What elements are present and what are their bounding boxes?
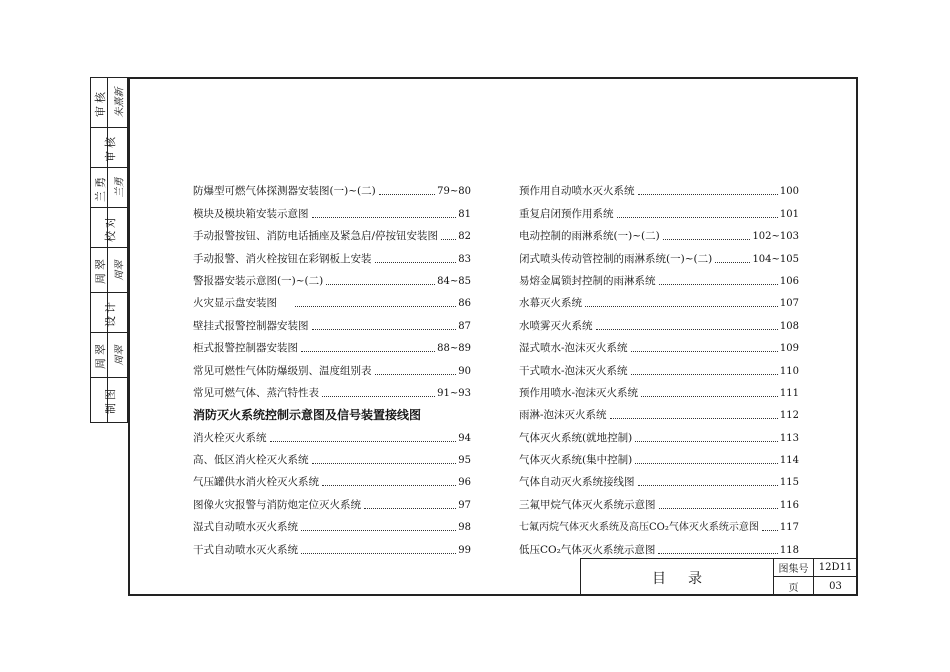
toc-leader <box>322 396 435 397</box>
toc-page: 97 <box>458 499 471 511</box>
toc-page: 115 <box>779 477 799 489</box>
toc-entry <box>519 221 799 243</box>
toc-title: 电动控制的雨淋系统(一)~(二) <box>519 230 660 243</box>
toc-entry <box>519 176 799 198</box>
toc-leader <box>617 217 778 218</box>
toc-entry <box>519 243 799 265</box>
toc-leader <box>659 508 778 509</box>
toc-title: 易熔金属锁封控制的雨淋系统 <box>519 274 656 287</box>
toc-entry <box>193 489 471 511</box>
toc-page: 114 <box>779 455 799 467</box>
toc-leader <box>364 508 456 509</box>
toc-title: 气体灭火系统(就地控制) <box>519 431 633 444</box>
toc-title: 七氟丙烷气体灭火系统及高压CO₂气体灭火系统示意图 <box>519 522 759 534</box>
toc-title: 三氟甲烷气体灭火系统示意图 <box>519 498 656 511</box>
toc-page: 100 <box>779 186 799 198</box>
toc-page: 107 <box>779 298 799 310</box>
toc-leader <box>631 351 778 352</box>
toc-leader <box>312 217 457 218</box>
toc-page: 116 <box>779 499 799 511</box>
sidebar-cell-reviewer-sign <box>91 78 127 128</box>
toc-title: 气体灭火系统(集中控制) <box>519 454 633 467</box>
toc-leader <box>663 239 751 240</box>
toc-leader <box>322 485 456 486</box>
toc-leader <box>295 306 456 307</box>
toc-entry <box>193 378 471 400</box>
signature: 朱熹新 <box>114 87 125 118</box>
toc-entry <box>193 422 471 444</box>
toc-page: 91~93 <box>437 387 471 399</box>
toc-leader <box>631 374 778 375</box>
toc-leader <box>326 284 435 285</box>
toc-title: 常见可燃性气体防爆级别、温度组别表 <box>193 364 372 377</box>
toc-page: 81 <box>458 208 471 220</box>
toc-leader <box>641 396 778 397</box>
toc-entry <box>519 400 799 422</box>
toc-leader <box>658 553 778 554</box>
toc-title: 湿式自动喷水灭火系统 <box>193 521 298 534</box>
toc-leader <box>441 239 456 240</box>
toc-title: 闭式喷头传动管控制的雨淋系统(一)~(二) <box>519 252 713 265</box>
toc-title: 警报器安装示意图(一)~(二) <box>193 274 324 287</box>
toc-entry <box>519 378 799 400</box>
toc-entry <box>193 198 471 220</box>
toc-section-heading <box>193 400 471 422</box>
toc-leader <box>375 262 457 263</box>
toc-page: 86 <box>458 298 471 310</box>
toc-leader <box>610 418 778 419</box>
toc-title: 高、低区消火栓灭火系统 <box>193 454 309 467</box>
toc-title: 壁挂式报警控制器安装图 <box>193 319 309 332</box>
signature: 周翠 <box>114 260 125 280</box>
sidebar-label: 审核 <box>104 133 117 162</box>
sidebar-label: 兰勇 <box>93 173 107 202</box>
toc-leader <box>762 530 778 531</box>
toc-entry <box>519 467 799 489</box>
sidebar-label: 设计 <box>104 298 117 327</box>
toc-title: 柜式报警控制器安装图 <box>193 342 298 355</box>
toc-entry <box>519 266 799 288</box>
toc-entry <box>193 534 471 556</box>
toc-leader <box>635 463 778 464</box>
sidebar-cell-drafting <box>91 378 127 422</box>
signature-sidebar <box>90 77 128 423</box>
toc-leader <box>638 194 778 195</box>
atlas-number-label: 图集号 <box>773 559 813 577</box>
sheet-title: 目录 <box>652 570 724 587</box>
toc-title: 低压CO₂气体灭火系统示意图 <box>519 543 656 556</box>
toc-title: 消火栓灭火系统 <box>193 431 267 444</box>
toc-title: 火灾显示盘安装图 <box>193 297 277 310</box>
toc-entry <box>193 221 471 243</box>
sidebar-label: 审核 <box>93 88 107 117</box>
toc-page: 110 <box>779 365 799 377</box>
toc-page: 95 <box>458 455 471 467</box>
toc-entry <box>519 512 799 534</box>
title-block <box>580 558 858 596</box>
sidebar-cell-check <box>91 208 127 248</box>
toc-entry <box>519 445 799 467</box>
toc-page: 96 <box>458 477 471 489</box>
toc-title: 防爆型可燃气体探测器安装图(一)~(二) <box>193 185 376 198</box>
toc-entry <box>519 310 799 332</box>
toc-leader <box>638 485 778 486</box>
sidebar-cell-review <box>91 128 127 168</box>
toc-leader <box>375 374 457 375</box>
toc-entry <box>193 467 471 489</box>
sidebar-label: 制图 <box>104 386 117 414</box>
toc-leader <box>379 194 435 195</box>
toc-page: 84~85 <box>437 275 471 287</box>
toc-title: 手动报警按钮、消防电话插座及紧急启/停按钮安装图 <box>193 230 439 243</box>
toc-page: 118 <box>779 544 799 556</box>
signature: 周翠 <box>114 345 125 365</box>
toc-leader <box>596 329 778 330</box>
atlas-number: 12D11 <box>813 559 857 577</box>
toc-title: 水喷雾灭火系统 <box>519 319 593 332</box>
toc-leader <box>585 306 778 307</box>
page-label: 页 <box>773 577 813 595</box>
toc-title: 预作用喷水-泡沫灭火系统 <box>519 386 639 399</box>
toc-page: 99 <box>458 544 471 556</box>
toc-page: 79~80 <box>437 186 471 198</box>
toc-page: 117 <box>779 522 799 534</box>
toc-leader <box>312 329 457 330</box>
section-heading-text: 消防灭火系统控制示意图及信号装置接线图 <box>193 408 422 423</box>
toc-page: 112 <box>779 410 799 422</box>
toc-entry <box>519 288 799 310</box>
toc-entry <box>193 310 471 332</box>
toc-leader <box>301 530 456 531</box>
toc-page: 111 <box>779 387 799 399</box>
signature: 兰勇 <box>114 177 125 198</box>
toc-page: 109 <box>779 343 799 355</box>
sidebar-label: 周翠 <box>93 256 107 284</box>
toc-title: 干式喷水-泡沫灭火系统 <box>519 364 628 377</box>
toc-leader <box>301 553 456 554</box>
toc-entry <box>519 355 799 377</box>
toc-title: 雨淋-泡沫灭火系统 <box>519 409 607 422</box>
toc-entry <box>519 198 799 220</box>
sidebar-cell-design <box>91 293 127 333</box>
sidebar-cell-designer-sign <box>91 248 127 293</box>
toc-page: 83 <box>458 253 471 265</box>
toc-leader <box>270 441 457 442</box>
toc-title: 预作用自动喷水灭火系统 <box>519 185 635 198</box>
toc-entry <box>193 512 471 534</box>
toc-entry <box>519 422 799 444</box>
toc-title: 常见可燃气体、蒸汽特性表 <box>193 386 319 399</box>
toc-leader <box>659 284 778 285</box>
toc-title: 重复启闭预作用系统 <box>519 207 614 220</box>
toc-page: 94 <box>458 432 471 444</box>
toc-page: 113 <box>779 432 799 444</box>
toc-entry <box>193 266 471 288</box>
toc-entry <box>519 489 799 511</box>
toc-page: 106 <box>779 275 799 287</box>
toc-left-column <box>193 176 471 557</box>
toc-entry <box>193 355 471 377</box>
toc-title: 模块及模块箱安装示意图 <box>193 207 309 220</box>
toc-leader <box>312 463 457 464</box>
toc-entry <box>193 288 471 310</box>
toc-title: 图像火灾报警与消防炮定位灭火系统 <box>193 498 361 511</box>
toc-entry <box>193 243 471 265</box>
toc-page: 108 <box>779 320 799 332</box>
toc-title: 干式自动喷水灭火系统 <box>193 543 298 556</box>
toc-entry <box>193 176 471 198</box>
toc-entry <box>519 534 799 556</box>
page-number: 03 <box>813 577 857 595</box>
sidebar-cell-drafter-sign <box>91 333 127 378</box>
toc-leader <box>635 441 778 442</box>
toc-page: 98 <box>458 522 471 534</box>
sidebar-cell-checker-sign <box>91 168 127 208</box>
toc-page: 88~89 <box>437 343 471 355</box>
toc-entry <box>193 333 471 355</box>
sidebar-label: 周翠 <box>93 341 107 369</box>
toc-entry <box>193 445 471 467</box>
toc-entry <box>519 333 799 355</box>
toc-page: 82 <box>458 231 471 243</box>
toc-title: 气体自动灭火系统接线图 <box>519 476 635 489</box>
toc-title: 水幕灭火系统 <box>519 297 582 310</box>
toc-title: 气压罐供水消火栓灭火系统 <box>193 476 319 489</box>
toc-title: 湿式喷水-泡沫灭火系统 <box>519 342 628 355</box>
toc-leader <box>301 351 435 352</box>
toc-leader <box>715 262 750 263</box>
toc-title: 手动报警、消火栓按钮在彩钢板上安装 <box>193 252 372 265</box>
toc-page: 102~103 <box>752 231 799 243</box>
toc-page: 87 <box>458 320 471 332</box>
toc-page: 101 <box>779 208 799 220</box>
toc-page: 104~105 <box>752 253 799 265</box>
toc-right-column <box>519 176 799 557</box>
sidebar-label: 校对 <box>104 213 117 242</box>
toc-page: 90 <box>458 365 471 377</box>
